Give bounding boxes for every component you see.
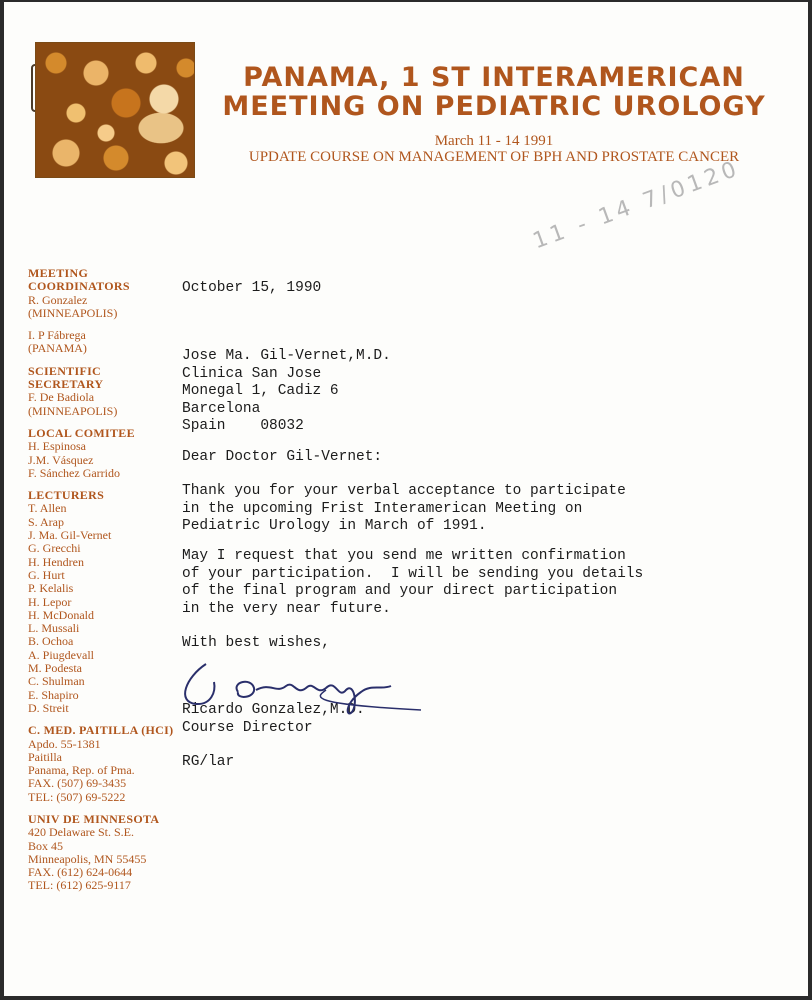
letterhead-photo — [35, 42, 195, 178]
address-line: Barcelona — [182, 400, 261, 417]
sidebar-entry: FAX. (612) 624-0644 — [28, 865, 133, 880]
sidebar-block — [28, 267, 173, 320]
sidebar-block — [28, 724, 173, 804]
paragraph-line: in the very near future. — [182, 600, 391, 617]
sidebar-entry: M. Podesta — [28, 661, 82, 676]
meeting-dates: March 11 - 14 1991 — [434, 133, 554, 149]
sidebar-entry: TEL: (507) 69-5222 — [28, 789, 126, 804]
sidebar-entry: Box 45 — [28, 838, 64, 853]
sidebar-heading: SCIENTIFIC — [28, 363, 102, 378]
letter-date: October 15, 1990 — [182, 280, 322, 296]
paragraph-line: of the final program and your direct participation — [182, 583, 618, 599]
sidebar-block — [28, 813, 173, 893]
address-line: Jose Ma. Gil-Vernet,M.D. — [182, 348, 391, 364]
signer-title: Course Director — [182, 719, 313, 736]
sidebar-entry: 420 Delaware St. S.E. — [28, 825, 134, 840]
sidebar-entry: Panama, Rep. of Pma. — [28, 763, 135, 778]
paragraph-2 — [182, 548, 643, 618]
letterhead-title-line1: PANAMA, 1 ST INTERAMERICAN — [243, 62, 745, 93]
typist-initials: RG/lar — [182, 754, 235, 770]
salutation: Dear Doctor Gil-Vernet: — [182, 449, 383, 465]
address-line: Monegal 1, Cadiz 6 — [182, 383, 339, 399]
letterhead-title-line2: MEETING ON PEDIATRIC UROLOGY — [222, 91, 766, 122]
address-line: Spain 08032 — [182, 418, 304, 434]
sidebar-entry: G. Hurt — [28, 567, 65, 582]
sidebar-entry: A. Piugdevall — [28, 647, 94, 662]
sidebar-entry: R. Gonzalez — [28, 292, 88, 307]
paragraph-line: Thank you for your verbal acceptance to participate — [182, 483, 626, 499]
paragraph-1 — [182, 483, 626, 536]
sidebar-block — [28, 489, 173, 715]
sidebar-entry: (MINNEAPOLIS) — [28, 305, 118, 320]
sidebar-directory — [28, 267, 173, 902]
signer-name: Ricardo Gonzalez,M.D. — [182, 702, 365, 718]
sidebar-entry: H. Lepor — [28, 594, 72, 609]
paragraph-line: in the upcoming Frist Interamerican Meeting on — [182, 500, 583, 517]
sidebar-block — [28, 329, 173, 356]
sidebar-entry: H. Espinosa — [28, 439, 86, 454]
sidebar-entry: Apdo. 55-1381 — [28, 736, 101, 751]
sidebar-entry: B. Ochoa — [28, 634, 74, 649]
sidebar-entry: C. Shulman — [28, 674, 85, 689]
closing: With best wishes, — [182, 635, 330, 651]
sidebar-heading: COORDINATORS — [28, 279, 130, 294]
address-line: Clinica San Jose — [182, 365, 322, 382]
sidebar-entry: FAX. (507) 69-3435 — [28, 776, 127, 791]
sidebar-entry: (PANAMA) — [28, 341, 87, 356]
sidebar-entry: F. De Badiola — [28, 390, 95, 405]
sidebar-entry: J. Ma. Gil-Vernet — [28, 528, 112, 543]
sidebar-block — [28, 427, 173, 480]
sidebar-heading: C. MED. PAITILLA (HCI) — [28, 723, 174, 738]
sidebar-entry: Minneapolis, MN 55455 — [28, 851, 147, 866]
handwritten-signature — [176, 652, 426, 722]
sidebar-block — [28, 365, 173, 418]
letter-page — [4, 2, 808, 996]
sidebar-entry: J.M. Vásquez — [28, 452, 94, 467]
sidebar-entry: G. Grecchi — [28, 541, 81, 556]
pencil-note: 11 - 14 7/0120 — [529, 156, 744, 255]
sidebar-entry: (MINNEAPOLIS) — [28, 403, 118, 418]
paragraph-line: of your participation. I will be sending you details — [182, 565, 644, 582]
sidebar-heading: MEETING — [28, 266, 89, 280]
sidebar-entry: H. Hendren — [28, 554, 84, 569]
sidebar-entry: Paitilla — [28, 749, 62, 764]
sidebar-entry: E. Shapiro — [28, 687, 79, 702]
paragraph-line: Pediatric Urology in March of 1991. — [182, 518, 487, 534]
sidebar-entry: D. Streit — [28, 700, 69, 715]
paragraph-line: May I request that you send me written confirmation — [182, 548, 626, 564]
sidebar-heading: LOCAL COMITEE — [28, 425, 135, 440]
sidebar-entry: T. Allen — [28, 501, 67, 516]
sidebar-entry: S. Arap — [28, 514, 64, 529]
sidebar-heading: UNIV DE MINNESOTA — [28, 811, 160, 826]
letterhead-subtitle: UPDATE COURSE ON MANAGEMENT OF BPH AND PROSTATE CANCER — [248, 149, 740, 165]
sidebar-entry: P. Kelalis — [28, 581, 74, 596]
recipient-address — [182, 348, 391, 436]
sidebar-entry: I. P Fábrega — [28, 328, 86, 343]
sidebar-heading: LECTURERS — [28, 488, 105, 503]
sidebar-entry: H. McDonald — [28, 607, 94, 622]
sidebar-entry: L. Mussali — [28, 621, 80, 636]
sidebar-entry: TEL: (612) 625-9117 — [28, 878, 131, 893]
sidebar-heading: SECRETARY — [28, 377, 104, 392]
sidebar-entry: F. Sánchez Garrido — [28, 465, 121, 480]
